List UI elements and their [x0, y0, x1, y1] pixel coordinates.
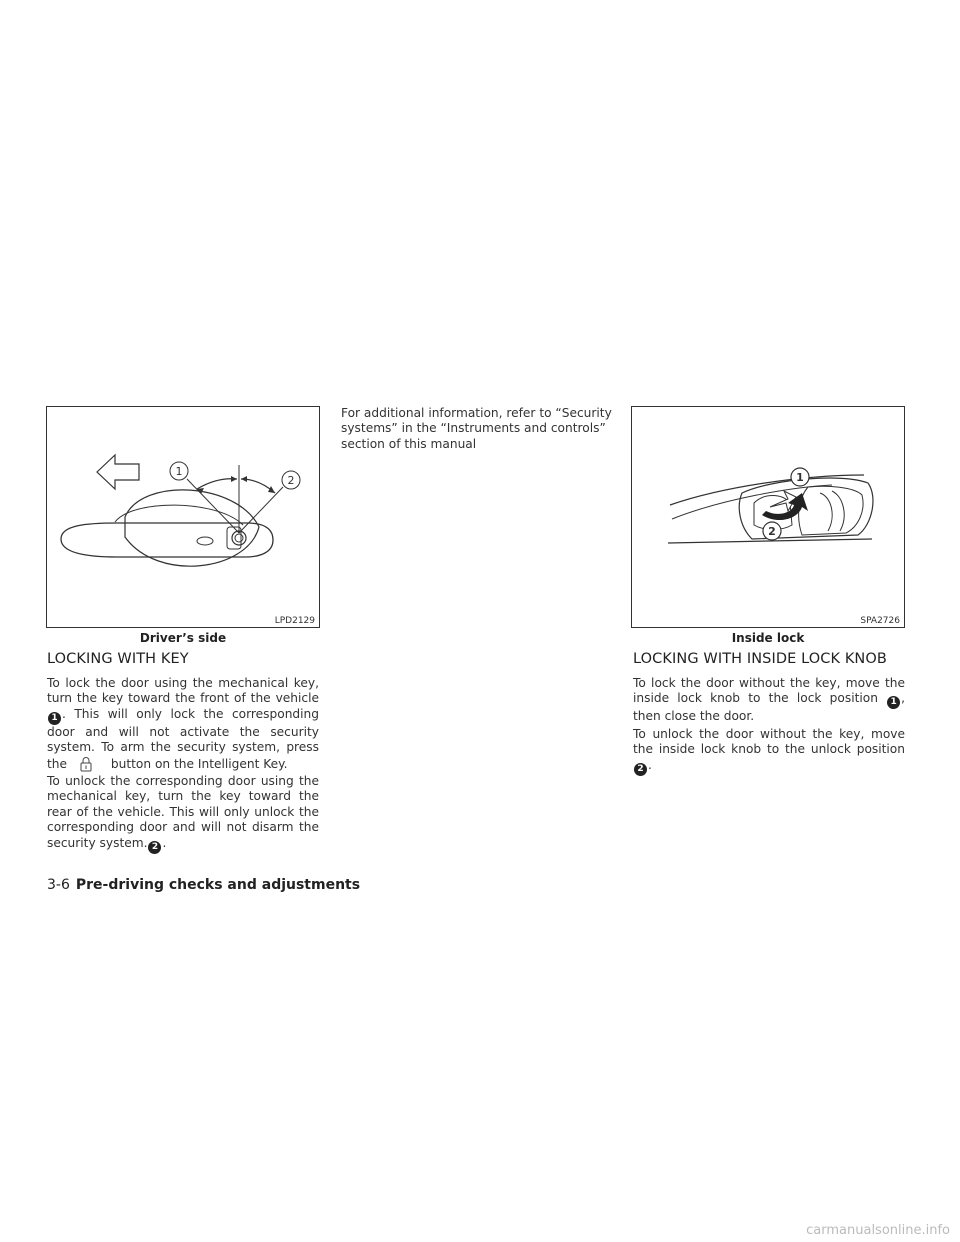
figure-caption-inside-lock: Inside lock: [731, 631, 805, 645]
svg-text:2: 2: [287, 474, 295, 487]
svg-text:1: 1: [175, 465, 183, 478]
page-footer: [47, 877, 360, 893]
inside-lock-illustration: [632, 407, 904, 627]
page-number: 3-6: [47, 877, 70, 893]
door-handle-illustration: [47, 407, 319, 627]
heading-locking-with-inside-lock-knob: LOCKING WITH INSIDE LOCK KNOB: [633, 651, 887, 667]
heading-locking-with-key: LOCKING WITH KEY: [47, 651, 189, 667]
lock-icon: [79, 756, 93, 772]
figure-code: SPA2726: [860, 616, 900, 626]
chapter-title: Pre-driving checks and adjustments: [75, 877, 361, 893]
watermark: carmanualsonline.info: [806, 1223, 950, 1238]
callout-marker-2: 2: [148, 841, 161, 854]
callout-marker-2: 2: [634, 763, 647, 776]
front-arrow-icon: [97, 455, 139, 489]
figure-caption-drivers-side: Driver’s side: [139, 631, 227, 645]
svg-text:2: 2: [768, 525, 776, 538]
paragraph-unlock-with-key: To unlock the corresponding door using the mechanical key, turn the key toward the rear of the vehicle. This will only unlock the corresponding door and will not disarm the security system. 2 .: [47, 774, 319, 852]
paragraph-unlock-with-knob: To unlock the door without the key, move the inside lock knob to the unlock position 2 .: [633, 727, 905, 774]
callout-marker-1: 1: [48, 712, 61, 725]
figure-drivers-side: [46, 406, 320, 628]
paragraph-security-reference: For additional information, refer to “Security systems” in the “Instruments and controls” section of this manual: [341, 406, 612, 451]
svg-text:1: 1: [796, 471, 804, 484]
paragraph-lock-with-key: To lock the door using the mechanical key, turn the key toward the front of the vehicle 1 . This will only lock the corresponding door and will not activate the security system. To arm the security system, press the button on the Intelligent Key.: [47, 676, 319, 771]
figure-code: LPD2129: [274, 616, 315, 626]
callout-marker-1: 1: [887, 696, 900, 709]
paragraph-lock-with-knob: To lock the door without the key, move the inside lock knob to the lock position 1 , then close the door.: [633, 676, 905, 724]
figure-inside-lock: [631, 406, 905, 628]
